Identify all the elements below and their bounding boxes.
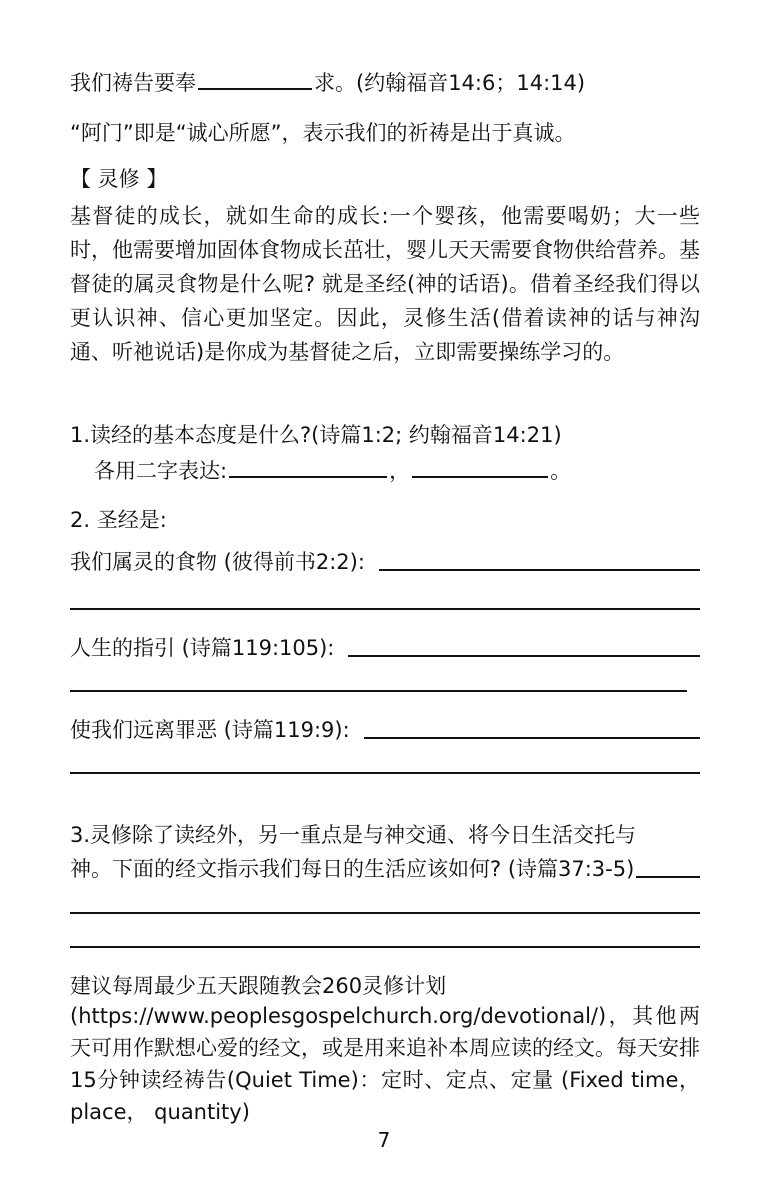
answer-line[interactable] xyxy=(70,608,700,610)
answer-line[interactable] xyxy=(70,946,700,948)
q1-separator: ， xyxy=(389,459,411,483)
q3-line-2-row xyxy=(70,859,700,880)
q1-question: 1.读经的基本态度是什么?(诗篇1:2; 约翰福音14:21) xyxy=(70,423,562,447)
q1-end: 。 xyxy=(550,459,572,483)
q2-item-label: 我们属灵的食物 (彼得前书2:2): xyxy=(70,550,365,574)
answer-line[interactable] xyxy=(70,772,700,774)
q2-item-guidance xyxy=(70,638,700,659)
prayer-line-before: 我们祷告要奉 xyxy=(70,71,196,95)
answer-line[interactable] xyxy=(70,912,700,914)
q2-item-food xyxy=(70,552,700,573)
page-number: 7 xyxy=(377,1128,391,1152)
q3-line-1: 3.灵修除了读经外，另一重点是与神交通、将今日生活交托与 xyxy=(70,823,637,847)
answer-line[interactable] xyxy=(70,690,687,692)
footer-paragraph-rest: (https://www.peoplesgospelchurch.org/devotional/)，其他两天可用作默想心爱的经文，或是用来追补本周应读的经文。每天安排15分钟读经祷告(Quiet Time)：定时、定点、定量 (Fixed time， place， quantity) xyxy=(70,1004,700,1124)
q1-answer-line xyxy=(94,458,571,482)
answer-blank[interactable] xyxy=(348,655,700,657)
prayer-line-after: 求。(约翰福音14:6；14:14) xyxy=(314,71,586,95)
answer-blank[interactable] xyxy=(364,737,700,739)
q2-item-label: 人生的指引 (诗篇119:105): xyxy=(70,636,335,660)
prayer-blank[interactable] xyxy=(198,70,312,90)
q2-item-label: 使我们远离罪恶 (诗篇119:9): xyxy=(70,718,350,742)
section-heading: 【 灵修 】 xyxy=(70,167,168,191)
q2-heading: 2. 圣经是: xyxy=(70,508,167,532)
intro-paragraph: 基督徒的成长，就如生命的成长:一个婴孩，他需要喝奶；大一些时，他需要增加固体食物成长茁壮，婴儿天天需要食物供给营养。基督徒的属灵食物是什么呢? 就是圣经(神的话语)。借着圣经我们得以更认识神、信心更加坚定。因此，灵修生活(借着读神的话与神沟通、听祂说话)是你成为基督徒之后，立即需要操练学习的。 xyxy=(70,204,700,364)
q2-item-away-from-sin xyxy=(70,720,700,741)
footer-line-1: 建议每周最少五天跟随教会260灵修计划 xyxy=(70,974,447,998)
q1-blank-2[interactable] xyxy=(412,458,548,478)
prayer-line xyxy=(70,70,585,94)
answer-blank[interactable] xyxy=(636,876,700,878)
answer-blank[interactable] xyxy=(379,569,700,571)
amen-line: “阿门”即是“诚心所愿”，表示我们的祈祷是出于真诚。 xyxy=(70,121,576,145)
q3-line-2: 神。下面的经文指示我们每日的生活应该如何? (诗篇37:3-5) xyxy=(70,857,635,881)
q1-blank-1[interactable] xyxy=(229,458,387,478)
q1-prompt: 各用二字表达: xyxy=(94,459,228,483)
